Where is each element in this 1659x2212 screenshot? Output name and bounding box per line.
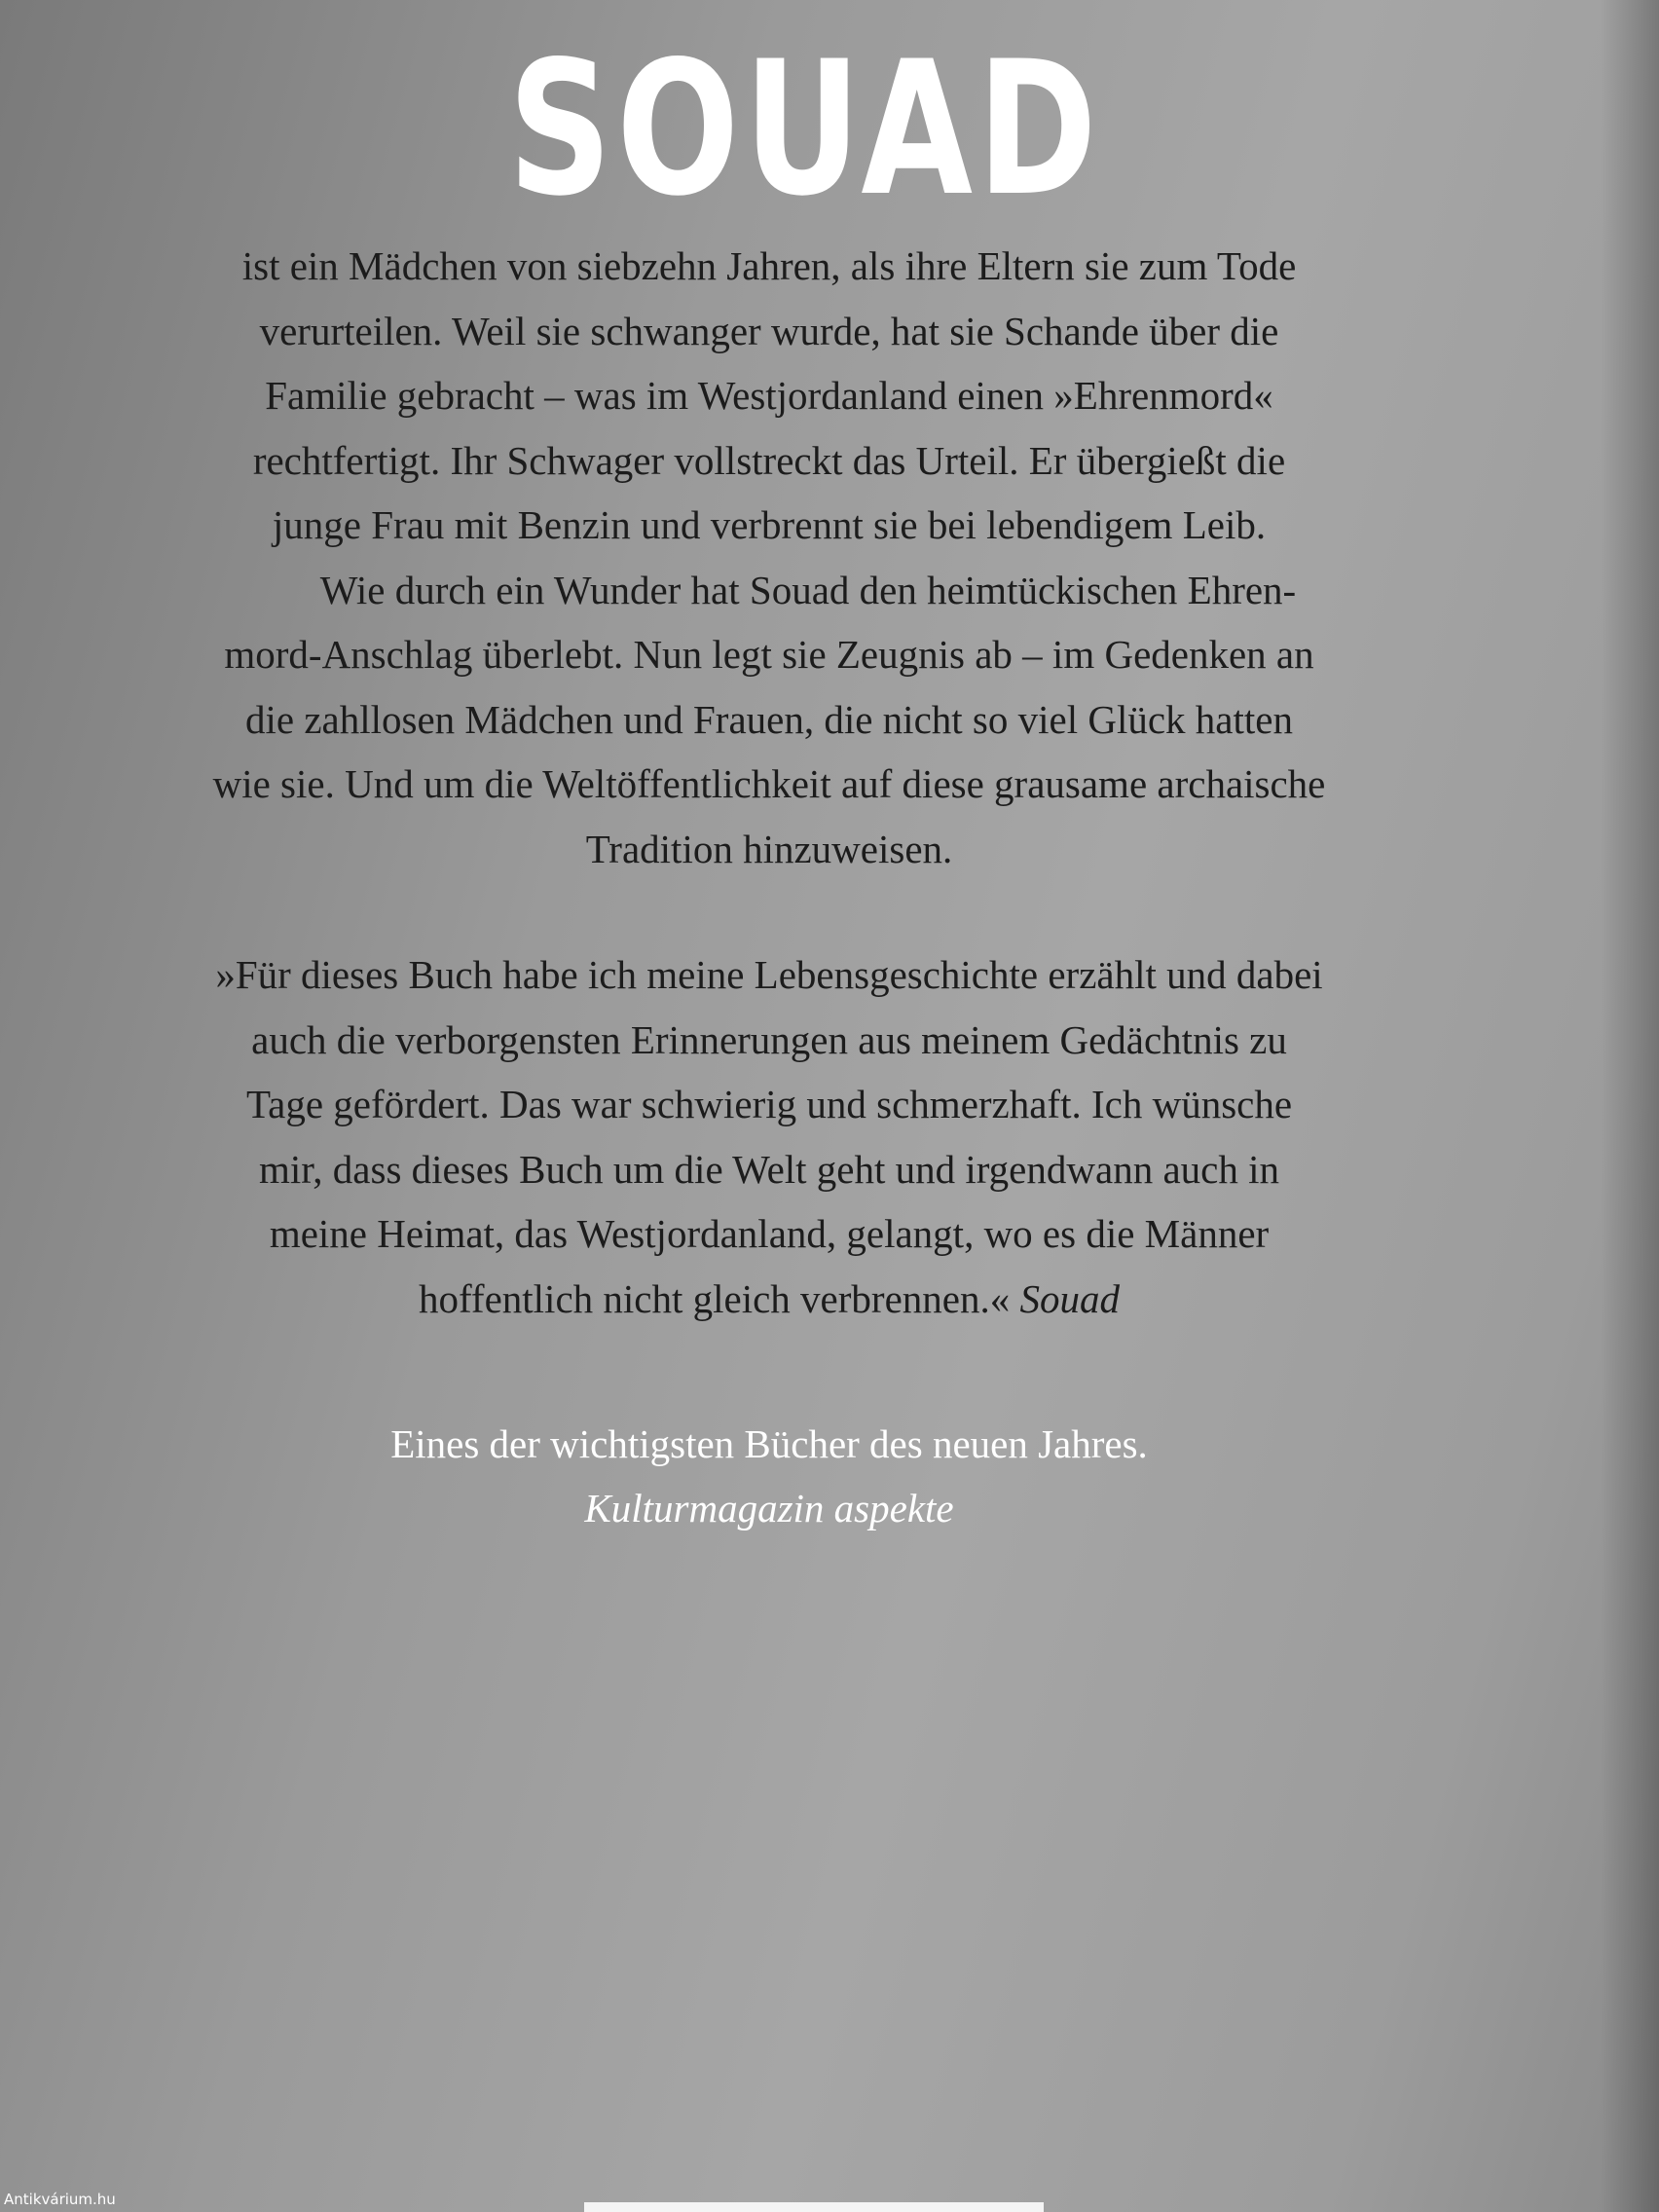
author-quote-line: hoffentlich nicht gleich verbrennen.« bbox=[419, 1275, 1011, 1321]
blurb-line: junge Frau mit Benzin und verbrennt sie bei lebendigem Leib. bbox=[272, 502, 1267, 547]
blurb-line: Wie durch ein Wunder hat Souad den heimtückischen Ehren- bbox=[319, 567, 1297, 612]
blurb-line: wie sie. Und um die Weltöffentlichkeit auf diese grausame archaische bbox=[212, 761, 1326, 806]
press-quote bbox=[127, 1412, 1412, 1540]
watermark: Antikvárium.hu bbox=[4, 2191, 116, 2208]
page-edge-shadow bbox=[1601, 0, 1659, 2212]
blurb-line: verurteilen. Weil sie schwanger wurde, hat sie Schande über die bbox=[259, 308, 1279, 353]
author-signature: Souad bbox=[1019, 1275, 1120, 1321]
blurb-line: mord-Anschlag überlebt. Nun legt sie Zeugnis ab – im Gedenken an bbox=[224, 632, 1314, 677]
barcode-label-strip bbox=[584, 2202, 1044, 2212]
author-quote-last-line bbox=[127, 1267, 1412, 1332]
book-title: SOUAD bbox=[507, 21, 1102, 237]
blurb-line: die zahllosen Mädchen und Frauen, die nicht so viel Glück hatten bbox=[245, 696, 1293, 742]
author-quote-line: mir, dass dieses Buch um die Welt geht und irgendwann auch in bbox=[259, 1146, 1279, 1192]
author-quote-line: Tage gefördert. Das war schwierig und schmerzhaft. Ich wünsche bbox=[245, 1082, 1293, 1126]
blurb-paragraph bbox=[127, 234, 1412, 881]
blurb-line: Familie gebracht – was im Westjordanland einen »Ehrenmord« bbox=[265, 373, 1273, 418]
author-quote bbox=[127, 942, 1412, 1331]
author-quote-line: meine Heimat, das Westjordanland, gelangt, wo es die Männer bbox=[269, 1211, 1270, 1256]
blurb-line: rechtfertigt. Ihr Schwager vollstreckt das Urteil. Er übergießt die bbox=[252, 437, 1286, 483]
author-quote-line: »Für dieses Buch habe ich meine Lebensgeschichte erzählt und dabei bbox=[215, 952, 1323, 997]
blurb-line: ist ein Mädchen von siebzehn Jahren, als ihre Eltern sie zum Tode bbox=[241, 243, 1297, 288]
press-quote-text: Eines der wichtigsten Bücher des neuen Jahres. bbox=[390, 1421, 1148, 1466]
press-quote-source: Kulturmagazin aspekte bbox=[584, 1486, 954, 1530]
author-quote-line: auch die verborgensten Erinnerungen aus meinem Gedächtnis zu bbox=[251, 1016, 1287, 1062]
blurb-line: Tradition hinzuweisen. bbox=[585, 826, 953, 871]
